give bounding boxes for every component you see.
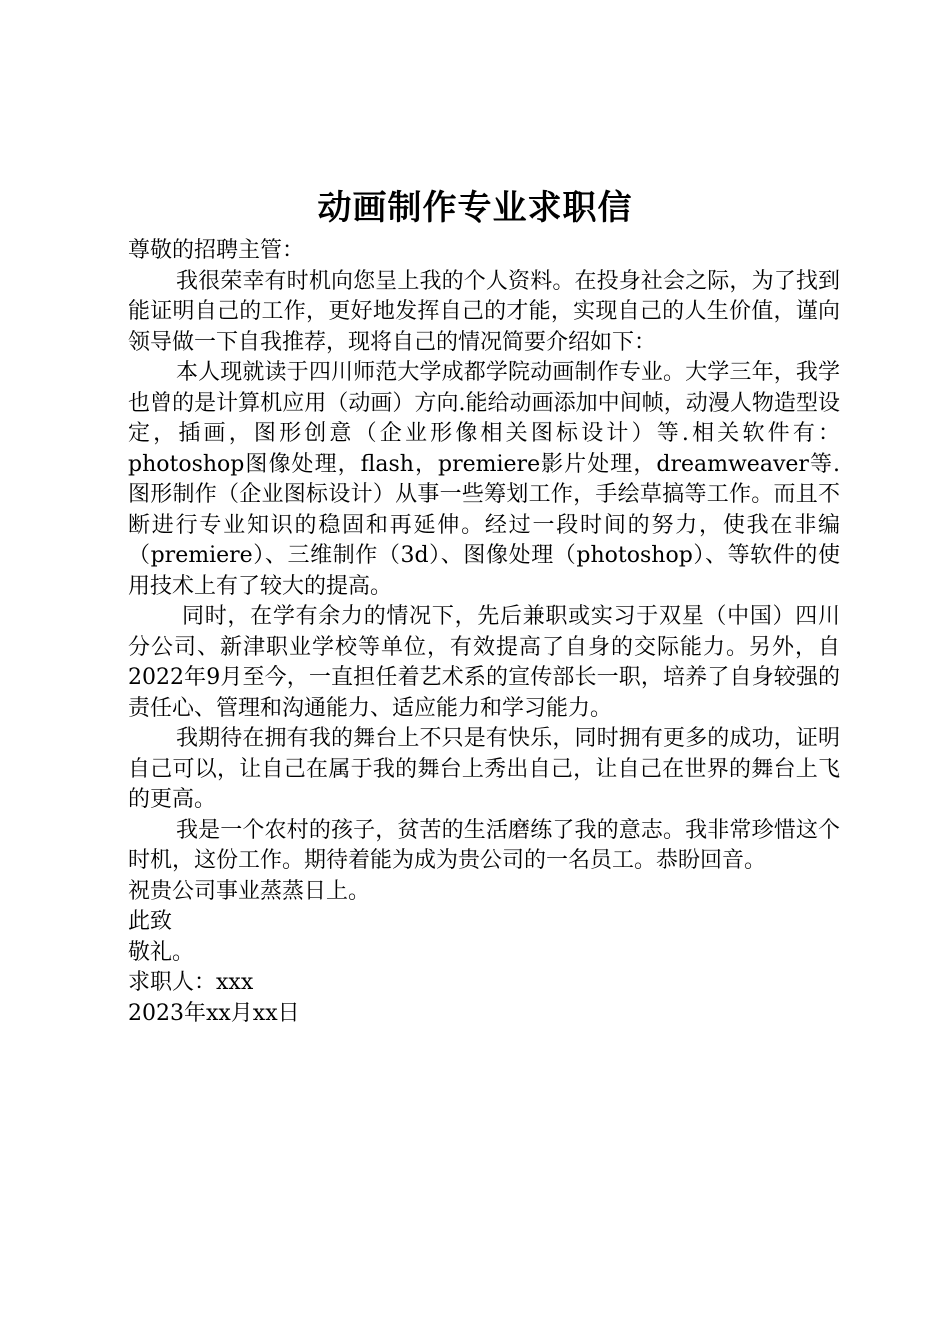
- paragraph-intro: 我很荣幸有时机向您呈上我的个人资料。在投身社会之际，为了找到能证明自己的工作，更好地发挥自己的才能，实现自己的人生价值，谨向领导做一下自我推荐，现将自己的情况简要介绍如下：: [128, 268, 840, 355]
- salutation: 尊敬的招聘主管：: [128, 238, 305, 263]
- paragraph-aspiration: 我期待在拥有我的舞台上不只是有快乐，同时拥有更多的成功，证明自己可以，让自己在属于我的舞台上秀出自己，让自己在世界的舞台上飞的更高。: [128, 726, 840, 812]
- closing-wish: 祝贵公司事业蒸蒸日上。: [128, 878, 371, 904]
- closing-respect-1: 此致: [128, 909, 173, 934]
- paragraph-experience: 同时，在学有余力的情况下，先后兼职或实习于双星（中国）四川分公司、新津职业学校等单位，有效提高了自身的交际能力。另外，自2022年9月至今，一直担任着艺术系的宣传部长一职，培养了自身较强的责任心、管理和沟通能力、适应能力和学习能力。: [128, 604, 840, 721]
- date: 2023年xx月xx日: [128, 1000, 300, 1026]
- document-title: 动画制作专业求职信: [317, 188, 633, 228]
- paragraph-education: 本人现就读于四川师范大学成都学院动画制作专业。大学三年，我学也曾的是计算机应用（动画）方向.能给动画添加中间帧，动漫人物造型设定，插画，图形创意（企业形像相关图标设计）等.相关软件有：photoshop图像处理，flash，premiere影片处理，dreamweaver等.图形制作（企业图标设计）从事一些筹划工作，手绘草搞等工作。而且不断进行专业知识的稳固和再延伸。经过一段时间的努力，使我在非编（premiere）、三维制作（3d）、图像处理（photoshop）、等软件的使用技术上有了较大的提高。: [128, 360, 840, 599]
- closing-respect-2: 敬礼。: [128, 939, 195, 965]
- signature: 求职人：xxx: [128, 970, 254, 995]
- paragraph-background: 我是一个农村的孩子，贫苦的生活磨练了我的意志。我非常珍惜这个时机，这份工作。期待着能为成为贵公司的一名员工。恭盼回音。: [128, 817, 840, 873]
- letter-body: [128, 236, 840, 1029]
